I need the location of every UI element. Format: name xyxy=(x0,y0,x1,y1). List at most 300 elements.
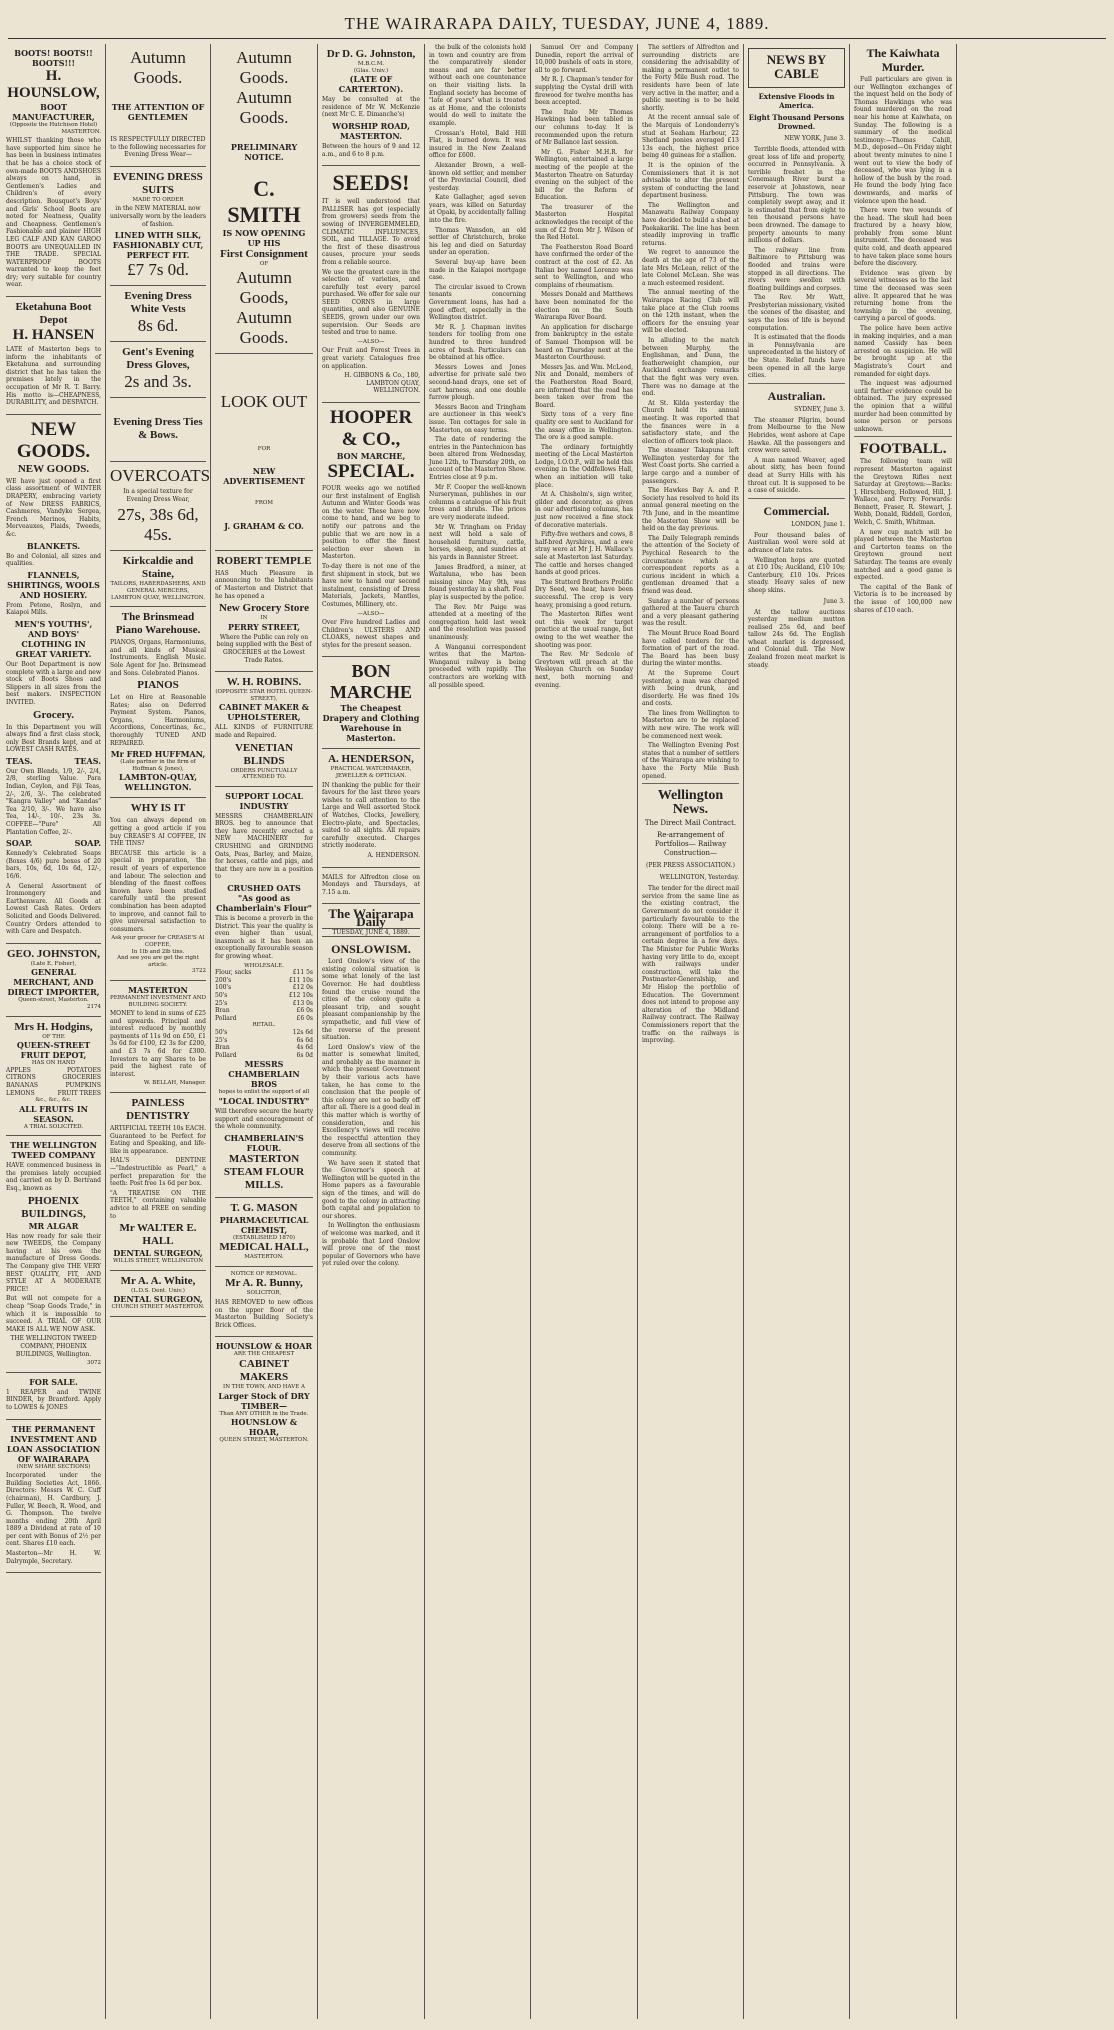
price-value: £11 5s xyxy=(292,969,313,977)
ad-sub: (NEW SHARE SECTIONS) xyxy=(16,1463,91,1470)
ad-late: (Late E. Fisher), xyxy=(30,960,77,967)
ad-body: HAS REMOVED to new offices on the upper floor of the Masterton Building Society's Brick Offices. xyxy=(215,1299,313,1329)
column-1 xyxy=(2,44,105,2019)
section-rule xyxy=(748,498,845,499)
news-paragraph: The Mount Bruce Road Board have called tenders for the formation of part of the road. The Board has been busy during the winter months. xyxy=(642,629,739,668)
article-dateline: SYDNEY, June 3. xyxy=(794,405,845,413)
teas-right: TEAS. xyxy=(74,755,101,766)
price-item: 25's xyxy=(215,1036,228,1044)
ad-ask: Ask your grocer for CREASE'S AI COFFEE, xyxy=(111,935,205,948)
news-paragraph: Samuel Orr and Company Dunedin, report the arrival of 10,000 bushels of oats in store, all to go forward. xyxy=(535,44,633,74)
ad-notice: NOTICE OF REMOVAL. xyxy=(230,1270,298,1277)
autumn-goods-ad xyxy=(110,44,206,167)
price-row xyxy=(215,1044,313,1052)
news-paragraph: It is the opinion of the Commissioners that it is not advisable to alter the present system of conducting the land department business. xyxy=(642,161,739,200)
price-value: 12s 6d xyxy=(292,1028,313,1036)
ad-address: CHURCH STREET MASTERTON. xyxy=(111,1304,205,1311)
price-value: £6 0s xyxy=(296,1014,313,1022)
section-rule xyxy=(854,436,952,437)
ad-heading: Kirkcaldie and Staine, xyxy=(122,555,194,581)
ad-and: And see you are get the right article. xyxy=(117,955,199,968)
news-paragraph: The police have been active in making inquiries, and a man named Cassidy has been arrested on suspicion. He will be brought up at the Magistrate's Court and remanded for eight days. xyxy=(854,325,952,378)
temple-ad xyxy=(215,551,313,672)
ad-address: Queen-street, Masterton. xyxy=(18,997,89,1004)
fruit-item: POTATOES xyxy=(66,1066,101,1074)
johnston-ad xyxy=(6,944,101,1017)
ad-heading: NEW GOODS. xyxy=(16,418,91,462)
price-row xyxy=(215,969,313,977)
cable-header-box xyxy=(748,48,845,88)
news-paragraph: Fifty-five wethers and cows, 8 half-bred Ayrshires, and a ewe stray were at Mr J. H. Wallace's sale at Masterton last Saturday. The cattle and horses changed hands at good prices. xyxy=(535,531,633,577)
ad-in: IN xyxy=(260,615,268,622)
price-value: £13 0s xyxy=(292,999,313,1007)
ad-sub: BON MARCHE, xyxy=(336,451,406,461)
ad-body: In a special texture for Evening Dress Wear, xyxy=(123,488,193,503)
article-dateline: June 3. xyxy=(823,597,845,605)
ad-lined: LINED WITH SILK, xyxy=(114,230,202,241)
ad-body: MESSRS CHAMBERLAIN BROS. beg to announce that they have recently erected a NEW MACHINERY for CRUSHING and GRINDING Oats, Peas, Barley, and Maize, for horses, cattle and pigs, and that they are now in a position to xyxy=(215,812,313,881)
ad-heading: Evening Dress White Vests xyxy=(124,290,192,316)
ad-heading: Evening Dress Ties & Bows. xyxy=(113,416,203,442)
ad-body: ORDERS PUNCTUALLY ATTENDED TO. xyxy=(230,767,298,781)
ad-address: LAMBTON QUAY, WELLINGTON. xyxy=(111,594,205,601)
ad-heading: Eketahuna Boot Depot xyxy=(15,301,92,327)
henderson-ad xyxy=(322,749,420,867)
ad-heading: Gent's Evening Dress Gloves, xyxy=(122,346,194,372)
article-paragraph: Terrible floods, attended with great loss of life and property, occurred in Pennsylvania. A terrible freshet in the Conemaugh River burst a reservoir at Johnstown, near Pittsburg. The town was completely swept away, and it is estimated that from eight to ten thousand persons have been drowned. The damage to property amounts to many millions of dollars. xyxy=(748,146,845,245)
ad-worship: WORSHIP ROAD, MASTERTON. xyxy=(332,120,410,141)
news-paragraphs xyxy=(854,76,952,433)
ad-also: —ALSO— xyxy=(357,338,385,345)
price-value: 6s 0d xyxy=(296,1051,313,1059)
ad-heading: Autumn Goods, xyxy=(236,267,292,307)
ad-name: HOUNSLOW & HOAR xyxy=(215,1341,313,1352)
ad-body: "A TREATISE ON THE TEETH," containing valuable advice to all FREE on sending to xyxy=(110,1189,206,1220)
article-subheading: Eight Thousand Persons Drowned. xyxy=(748,113,845,131)
ad-name: PHOENIX BUILDINGS, xyxy=(21,1194,86,1220)
ad-quote: "As good as Chamberlain's Flour" xyxy=(216,893,312,914)
ad-address: WILLIS STREET, WELLINGTON xyxy=(112,1258,204,1265)
article-paragraph: A man named Weaver, aged about sixty, has been found dead at Surry Hills with his throat cut. It is supposed to be a case of suicide. xyxy=(748,456,845,495)
robins-ad xyxy=(215,672,313,787)
ad-body: HAVE commenced business in the premises lately occupied and carried on by D. Bertrand Esq., known as xyxy=(6,1162,101,1193)
ad-trade: CABINET MAKERS xyxy=(238,1358,290,1384)
news-paragraph: The Rev. Mr Paige was attended at a meeting of the congregation held last week and the resolution was passed unanimously. xyxy=(429,603,526,641)
ad-heading: The Brinsmead Piano Warehouse. xyxy=(115,611,201,637)
column-6 xyxy=(531,44,637,2019)
dentist-hall-ad xyxy=(110,1093,206,1271)
price-row xyxy=(215,984,313,992)
bunny-ad xyxy=(215,1267,313,1338)
kirkcaldie-ad xyxy=(110,551,206,607)
news-paragraph: The treasurer of the Masterton Hospital acknowledges the receipt of the sum of £2 from Mr J. Wilson of the Red Hotel. xyxy=(535,203,633,242)
column-2 xyxy=(106,44,210,2019)
price-row xyxy=(215,1037,313,1045)
ad-name: H. HANSEN xyxy=(12,327,95,344)
price-value: £6 0s xyxy=(296,1007,313,1015)
news-paragraph: The lines from Wellington to Masterton are to be replaced with new wire. The work will be commenced next week. xyxy=(642,709,739,740)
ad-heading: THE PERMANENT INVESTMENT AND LOAN ASSOCIATION OF WAIRARAPA xyxy=(6,1423,101,1464)
ad-newadv: NEW ADVERTISEMENT xyxy=(223,466,305,487)
ad-hours: Between the hours of 9 and 12 a.m., and 6 to 8 p.m. xyxy=(322,142,420,158)
ad-body: in the NEW MATERIAL now universally worn by the leaders of fashion. xyxy=(110,205,206,228)
news-paragraphs xyxy=(642,44,739,780)
news-paragraph: Evidence was given by several witnesses as to the last time the deceased was seen alive. It appeared that he was returning home from the township in the evening, carrying a parcel of goods. xyxy=(854,269,952,323)
news-paragraph: The Masterton Rifles went out this week for target practice at the usual range, but owing to the wet weather the shooting was poor. xyxy=(535,611,633,649)
column-9 xyxy=(850,44,956,2019)
ad-mill: MASTERTON STEAM FLOUR MILLS. xyxy=(223,1152,305,1191)
news-paragraph: The Featherston Road Board have confirmed the order of the contract at the cost of £2. An Italian boy named Lorenzo was sent to Wellington, and who complains of rheumatism. xyxy=(535,243,633,289)
ad-price: 8s 6d. xyxy=(137,316,179,336)
ad-body: May be consulted at the residence of Mr W. McKenzie (next Mr C. E. Dimanche's) xyxy=(322,96,420,119)
ad-trade: CABINET MAKER & UPHOLSTERER, xyxy=(219,702,309,723)
ad-name: GEO. JOHNSTON, xyxy=(6,947,100,960)
bon-marche-ad xyxy=(322,657,420,749)
news-paragraph: At the Supreme Court yesterday, a man was charged with being drunk, and disorderly. He was fined 10s and costs. xyxy=(642,669,739,708)
price-value: £11 10s xyxy=(288,976,313,984)
news-paragraph: The steamer Takapuna left Wellington yesterday for the West Coast ports. She carried a large cargo and a number of passengers. xyxy=(642,447,739,485)
ad-town: MASTERTON. xyxy=(61,128,101,135)
tweed-ad xyxy=(6,1136,101,1372)
ad-made: MADE TO ORDER xyxy=(132,196,184,203)
news-paragraph: Mr G. Fisher M.H.R. for Wellington, entertained a large meeting of the people at the Masterton Theatre on Saturday evening on the subject of the bill for the Reform of Education. xyxy=(535,148,633,202)
ad-name: J. GRAHAM & CO. xyxy=(224,520,304,531)
ad-sub: The Cheapest Drapery and Clothing Warehouse in Masterton. xyxy=(322,703,420,744)
ad-heading: Autumn Goods. xyxy=(130,48,186,87)
news-paragraph: The date of rendering the entries in the Pantechnicon has been altered from Wednesday, June 12th, to Thursday 20th, on account of the Masterton Show. Entries close at 9 p.m. xyxy=(429,436,526,482)
ad-trade: SOLICITOR, xyxy=(246,1290,282,1297)
news-paragraph: Kate Gallagher, aged seven years, was killed on Saturday at Opaki, by accidentally falling into the fire. xyxy=(429,194,526,225)
ad-body: Our Fruit and Forest Trees in great variety. Catalogues free on application. xyxy=(322,347,420,370)
fruit-row xyxy=(6,1082,101,1090)
ad-blinds: VENETIAN BLINDS xyxy=(234,741,294,767)
article-paragraph: Four thousand bales of Australian wool were sold at advance of late rates. xyxy=(748,531,845,554)
hounslow-hoar-ad xyxy=(215,1337,313,1448)
ad-special: SPECIAL. xyxy=(327,461,415,482)
price-item: 100's xyxy=(215,984,232,992)
ad-footer: Masterton—Mr H. W. Dalrymple, Secretary. xyxy=(6,1550,101,1565)
ad-late: (LATE OF CARTERTON). xyxy=(338,74,404,95)
article-paragraph: It is estimated that the floods in Pennsylvania are unprecedented in the history of the State. Relief funds have been opened in all the large cities. xyxy=(748,334,845,380)
ad-heading: SUPPORT LOCAL INDUSTRY xyxy=(225,790,303,811)
ad-has: HAS ON HAND xyxy=(31,1060,76,1067)
ad-body: IS RESPECTFULLY DIRECTED to the following necessaries for Evening Dress Wear— xyxy=(110,136,206,159)
news-paragraph: The Italo Mr Thomas Hawkings had been tabled in our columns to-day. It is recommended upon the return of Mr Ballance last session. xyxy=(535,108,633,147)
article-subheading: Re-arrangement of Portfolios— Railway Construction— xyxy=(654,831,727,858)
news-paragraph: James Bradford, a miner, at Waitaluna, who has been missing since May 9th, was found yesterday in a shaft. Foul play is suspected by the police. xyxy=(429,563,526,601)
price-item: Pollard xyxy=(215,1014,237,1022)
paper-title: The Wairarapa Daily xyxy=(328,906,414,929)
news-paragraph: The Wellington and Manawatu Railway Company have decided to build a shed at Paekakariki. The line has been steadily improving in traffic returns. xyxy=(642,201,739,247)
ad-heading: BON MARCHE xyxy=(330,661,412,703)
ad-name: ROBERT TEMPLE xyxy=(216,554,312,567)
ad-body: WE have just opened a first class assortment of WINTER DRAPERY, embracing variety of New DRESS FABRICS, Cashmeres, Vandyke Sergea, French Merinos, Habits, Merveauxes, Plaids, Tweeds, &c. xyxy=(6,477,101,538)
ad-sub: M.B.C.M. xyxy=(357,61,385,67)
article-paragraph: At the tallow auctions yesterday medium mutton realised 25s 6d, and beef tallow 24s 6d. The English wheat market is depressed, and Colonial dull. The New Zealand frozen meat market is steady. xyxy=(748,608,845,669)
ad-trade: PRACTICAL WATCHMAKER, JEWELLER & OPTICIAN. xyxy=(330,766,412,780)
ad-body: LATE of Masterton begs to inform the inhabitants of Eketahuna and surrounding district that he has taken the premises lately in the occupation of Mr R. T. Barry. His motto is—CHEAPNESS, DURABILITY, and DESPATCH. xyxy=(6,346,101,407)
article-paragraph: Lord Onslow's view of the existing colonial situation is some what lonely of the last Governor. He had doubtless found the cruise round the cities of the colony quite a pleasant trip, and sought pleasant companionship by the sympathetic, and full view of the reverse of the present situation. xyxy=(322,958,420,1042)
ad-sub2: (Glas. Univ.) xyxy=(353,67,389,74)
article-paragraph: A new cup match will be played between the Masterton and Carterton teams on the Greytown ground next Saturday. The teams are evenly matched and a good game is expected. xyxy=(854,528,952,582)
news-paragraph: In alluding to the match between Murphy, the Englishman, and Dunn, the featherweight champion, our Auckland exchange remarks that the fight was very even. There was no damage at the end. xyxy=(642,336,739,398)
price-item: Bran xyxy=(215,1044,230,1052)
article-heading: Australian. xyxy=(767,388,826,403)
ad-messrs: MESSRS CHAMBERLAIN BROS xyxy=(228,1059,300,1090)
news-paragraph: We regret to announce the death at the age of 73 of the late Mrs McLean, relict of the late Colonel McLean. She was a much esteemed resident. xyxy=(642,249,739,287)
ad-heading: WHY IS IT xyxy=(130,802,186,815)
news-paragraph: There were two wounds of the head. The skull had been fractured by a heavy blow, probably from some blunt instrument. The deceased was quite cold, and death appeared to have taken place some hours before the discovery. xyxy=(854,207,952,268)
ad-street: PERRY STREET, xyxy=(227,621,301,632)
fruit-item: CITRONS xyxy=(6,1074,36,1082)
ad-town: IN THE TOWN, AND HAVE A xyxy=(223,1384,305,1391)
ad-body: Where the Public can rely on being supplied with the Best of GROCERIES at the Lowest Trade Rates. xyxy=(216,633,312,664)
ad-name: T. G. MASON xyxy=(230,1201,298,1214)
article-paragraph: Wellington hops are quoted at £10 10s; Auckland, £10 10s; Canterbury, £10 10s. Prices steady. Heavy sales of new sheep skins. xyxy=(748,556,845,594)
ad-body: BECAUSE this article is a special in preparation, the result of years of experience and labour. The selection and blending of the finest coffees known have been studied carefully until the present combination has been adapted to improve, and cannot fail to give universal satisfaction to consumers. xyxy=(110,849,206,933)
news-paragraph: The annual meeting of the Wairarapa Racing Club will take place at the Club rooms on the 12th instant, when the officers for the ensuing year will be elected. xyxy=(642,289,739,335)
news-paragraph: Several buy-up have been made in the Kaiapoi mortgage case. xyxy=(429,259,526,282)
news-paragraph: The Rev. Mr Sedcole of Greytown will preach at the Wesleyan Church on Sunday next, both morning and evening. xyxy=(535,651,633,689)
news-paragraph: Alexander Brown, a well-known old settler, and member of the Provincial Council, died yesterday. xyxy=(429,161,526,192)
ad-footer: W. BELLAH, Manager. xyxy=(143,1080,206,1087)
article-paragraph: The following team will represent Masterton against the Greytown Rifles next Saturday at Greytown:—Backs: J. Hirschberg, Hollowed, Hill, J. Wallace, and Perry. Forwards: Bennett, Fraser, R. Stewart, J. Webb, Donald, Riddell, Gordon, Welch, C. Smith, Whitman. xyxy=(854,458,952,527)
news-paragraph: The Daily Telegraph reminds the attention of the Society of Psychical Research to the circumstance which a correspondent reports as a curious incident in which a gentleman dreamed that a friend was dead. xyxy=(642,534,739,595)
price-row xyxy=(215,992,313,1000)
evening-suits-ad xyxy=(110,167,206,286)
mails-notice xyxy=(322,868,420,905)
column-4 xyxy=(318,44,424,2019)
ad-street: QUEEN STREET, MASTERTON. xyxy=(219,1437,309,1444)
editorial xyxy=(322,906,420,1268)
soap-heading xyxy=(6,838,101,848)
ad-body: 1 REAPER and TWINE BINDER, by Brantford. Apply to LOWES & JONES xyxy=(6,1388,101,1411)
ad-body: A General Assortment of Ironmongery and Earthenware. All Goods at Lowest Cash Rates. Orders Solicited and Goods Delivered. Country Orders attended to with Care and Despatch. xyxy=(6,882,101,936)
ad-hall: MEDICAL HALL, xyxy=(219,1241,309,1254)
ad-sub: (L.D.S. Dent. Univ.) xyxy=(131,1287,185,1294)
ad-section-heading: BLANKETS. xyxy=(26,540,81,551)
ad-section-heading: Grocery. xyxy=(32,708,75,721)
masthead-rule xyxy=(8,38,1106,39)
ad-than: Than ANY OTHER in the Trade. xyxy=(219,1410,309,1417)
ad-trade: DENTAL SURGEON, xyxy=(113,1294,203,1305)
ad-heading: Autumn Goods. xyxy=(236,88,292,127)
ad-name: W. H. ROBINS. xyxy=(226,676,302,689)
news-paragraph: The Stutterd Brothers Prolific Dry Seed, we hear, have been successful. The crop is very heavy, promising a good return. xyxy=(535,578,633,609)
seeds-ad xyxy=(322,166,420,403)
section-rule xyxy=(642,783,739,784)
ad-body: Bo and Colonial, all sizes and qualities. xyxy=(6,552,101,568)
ad-address: LAMBTON-QUAY, WELLINGTON. xyxy=(119,772,197,793)
ad-body: Has now ready for sale their new TWEEDS, the Company having at his own the manufacture of Dress Goods. The Company give THE VERY BEST QUALITY, FIT, AND STYLE AT A MODERATE PRICE! xyxy=(6,1232,101,1293)
news-paragraph: The settlers of Alfredton and surrounding districts are considering the advisability of making a permanent outlet to the Forty Mile Bush road. The residents have been of late very active in the matter, and a public meeting is to be held shortly. xyxy=(642,44,739,112)
ad-body: HAL'S DENTINE—"Indestructible as Pearl," a perfect preparation for the teeth: Post free 1s 6d per box. xyxy=(110,1157,206,1188)
ad-price: 27s, 38s 6d, 45s. xyxy=(117,505,199,545)
ad-local: "LOCAL INDUSTRY" xyxy=(218,1095,310,1106)
ad-pianos: PIANOS xyxy=(137,679,179,692)
ad-first: First Consignment xyxy=(220,248,308,260)
ad-town: MASTERTON. xyxy=(244,1254,284,1261)
ad-body: ALL KINDS of FURNITURE made and Repaired. xyxy=(215,724,313,739)
price-item: Pollard xyxy=(215,1051,237,1059)
news-paragraph: At St. Kilda yesterday the Church held its annual meeting. It was reported that the finances were in a satisfactory state, and the election of officers took place. xyxy=(642,399,739,445)
ad-heading: FOR SALE. xyxy=(29,1376,78,1387)
column-10-torn-edge xyxy=(957,44,1112,2019)
ad-shop: QUEEN-STREET FRUIT DEPOT, xyxy=(16,1040,91,1061)
ad-also: —ALSO— xyxy=(357,610,385,617)
news-paragraph: A Wanganui correspondent writes that the Marton-Wanganui railway is being proceeded with rapidly. The contractors are working with all possible speed. xyxy=(429,643,526,689)
ad-larger: Larger Stock of DRY TIMBER— xyxy=(218,1390,310,1411)
ad-tins: In 1lb and 2lb tins. xyxy=(131,948,185,955)
ad-body: Over Five hundred Ladies and Children's ULSTERS AND CLOAKS, newest shapes and styles for the present season. xyxy=(322,619,420,649)
ad-body: You can always depend on getting a good article if you buy CREASE'S AI COFFEE, IN THE TINS? xyxy=(110,817,206,848)
retail-price-list xyxy=(215,1029,313,1059)
news-paragraph: Messrs Bacon and Tringham are auctioneer in this week's issue. Ten cottages for sale in Masterton, on easy terms. xyxy=(429,403,526,434)
ad-sub: PERMANENT INVESTMENT AND BUILDING SOCIETY. xyxy=(110,994,206,1008)
masthead-title: THE WAIRARAPA DAILY, TUESDAY, JUNE 4, 1889. xyxy=(344,14,770,33)
ad-heading: SEEDS! xyxy=(332,170,410,196)
graham-ad xyxy=(215,354,313,551)
ad-body: FOUR weeks ago we notified our first instalment of English Autumn and Winter Goods was on the water. These have now come to hand, and we beg to notify our patrons and the public that we are now in a position to offer the finest selection ever shown in Masterton. xyxy=(322,485,420,561)
ad-number: 2174 xyxy=(87,1003,101,1010)
fruit-item: PUMPKINS xyxy=(65,1081,101,1089)
ad-heading: Autumn Goods. xyxy=(236,307,292,347)
smith-ad xyxy=(215,44,313,354)
ad-crushed: CRUSHED OATS xyxy=(227,883,301,894)
ad-name: C. SMITH xyxy=(227,176,301,227)
news-paragraph: At A. Chisholm's, sign writer, gilder and decorator, as given in our advertising columns, has just now received a fine stock of decorative materials. xyxy=(535,491,633,529)
permanent-ad xyxy=(6,1420,101,1574)
news-paragraph: Mr F. Cooper the well-known Nurseryman, publishes in our columns a catalogue of his fruit trees and shrubs. The prices are very moderate indeed. xyxy=(429,483,526,522)
flour-price-list xyxy=(215,969,313,1022)
ad-address: (OPPOSITE STAR HOTEL QUEEN-STREET), xyxy=(215,689,313,702)
coffee-ad xyxy=(110,798,206,980)
article-paragraph: The tender for the direct mail service from the same line as the existing contract, the Government do not consider it particularly favourable to the colony. There will be a re-arrangement of portfolios to a certain degree in a few days. The Minister for Public Works having very little to do, except with railways under construction, will take the Postmaster-Generalship, and Mr Hislop the portfolio of Education. The Government does not intend to propose any alteration of the Midland Railway contract. The Railway Commissioners report that the traffic on the railways is improving. xyxy=(642,885,739,1045)
overcoats-ad xyxy=(110,462,210,551)
ad-trade: PHARMACEUTICAL CHEMIST, xyxy=(219,1214,309,1235)
article-heading: Commercial. xyxy=(763,503,830,518)
price-row xyxy=(215,1029,313,1037)
ad-body: Incorporated under the Building Societies Act, 1866. Directors: Messrs W. C. Cuff (chairman), H. Cardbury, J. Fuller, W. Beech, R. Wood, and G. Thompson. The twelve months ending 20th April 1889 a Dividend at rate of 10 per cent with Bonus of 2½ per cent. Shares £10 each. xyxy=(6,1472,101,1548)
ad-name: Dr D. G. Johnston, xyxy=(326,48,416,60)
ad-body: HAS Much Pleasure in announcing to the Inhabitants of Masterton and District that he has opened a xyxy=(215,569,313,600)
piano-ad xyxy=(110,607,206,798)
news-paragraph: Mr W. Tringham on Friday next will hold a sale of household furniture, cattle, horses, sheep, and sundries at his yards in Bannister Street. xyxy=(429,523,526,561)
fruit-row xyxy=(6,1067,101,1075)
price-row xyxy=(215,977,313,985)
soap-right: SOAP. xyxy=(74,838,101,849)
price-item: 200's xyxy=(215,976,232,984)
ad-number: 3722 xyxy=(192,968,206,975)
news-paragraph: Messrs Lowes and Jones advertise for private sale two second-hand drays, one set of cart harness, and one double furrow plough. xyxy=(429,363,526,402)
news-paragraph: The circular issued to Crown tenants concerning Government loans, has had a good effect, especially in the Wellington district. xyxy=(429,283,526,322)
price-value: £12 10s xyxy=(288,991,313,999)
ad-body: MAILS for Alfredton close on Mondays and Thursdays, at 7.15 a.m. xyxy=(322,873,420,896)
ad-body: Our Own Blends, 1/9, 2/-, 2/4, 2/8, sterling Value. Para Indian, Ceylon, and Fiji Teas, 2/-, 2/6, 3/-. The celebrated "Kangra Valley" and "Kandas" Tea 2/10, 3/-. We have also Tea, 14/-, 10/-, 23s 3s. COFFEE—"Pure" All Plantation Coffee, 2/-. xyxy=(6,767,101,836)
ad-footer: A. HENDERSON. xyxy=(367,852,420,859)
gloves-ad xyxy=(110,342,206,398)
paper-date: TUESDAY, JUNE 4, 1889. xyxy=(322,928,420,938)
ad-body: To-day there is not one of the first shipment in stock, but we have now to hand our second instalment, consisting of Dress Materials, Jackets, Mantles, Costumes, Millinery, etc. xyxy=(322,562,420,608)
hounslow-ad xyxy=(6,44,101,297)
ad-flour: CHAMBERLAIN'S FLOUR. xyxy=(224,1132,304,1153)
ad-trial: A TRIAL SOLICITED. xyxy=(23,1123,84,1130)
price-item: 25's xyxy=(215,999,228,1007)
news-paragraph: Crossan's Hotel, Bald Hill Flat, is burned down. It was insured in the New Zealand office for £600. xyxy=(429,129,526,160)
ad-price: 2s and 3s. xyxy=(124,372,192,392)
ad-name: Mr A. A. White, xyxy=(120,1274,196,1287)
ad-footer: HOUNSLOW & HOAR, xyxy=(230,1417,298,1438)
ad-body: ARTIFICIAL TEETH 10s EACH. Guaranteed to be Perfect for Eating and Speaking, and life-like in appearance. xyxy=(110,1125,206,1155)
ad-from: FROM xyxy=(254,500,274,507)
ad-heading: MASTERTON xyxy=(128,984,188,995)
ad-name: Mrs H. Hodgins, xyxy=(14,1020,93,1033)
ad-name: Mr WALTER E. HALL xyxy=(119,1222,197,1248)
ad-body: But will not compete for a cheap "Soap Goods Trade," in which it is impossible to succeed. A TRIAL OF OUR MAKE IS ALL WE NOW ASK. xyxy=(6,1295,101,1333)
ad-sub: MR ALGAR xyxy=(28,1220,79,1231)
ad-opening: IS NOW OPENING UP HIS xyxy=(222,228,306,248)
price-value: £12 0s xyxy=(292,984,313,992)
soap-left: SOAP. xyxy=(6,838,33,849)
new-goods-ad xyxy=(6,415,101,944)
ad-fashion: FASHIONABLY CUT, xyxy=(112,240,204,251)
ad-name: A. HENDERSON, xyxy=(328,753,414,766)
hodgins-ad xyxy=(6,1017,101,1137)
article-paragraph: We have seen it stated that the Governor's speech at Wellington will be quoted in the Home papers as a favourable sign of the times, and will do good to the colony in attracting both capital and population to our shores. xyxy=(322,1159,420,1220)
article-heading: The Kaiwhata Murder. xyxy=(866,46,940,74)
news-paragraph: The Hawkes Bay A. and P. Society has resolved to hold its annual general meeting on the 7th June, and in the meantime the Masterton Show will be held on the day previous. xyxy=(642,487,739,533)
ad-retail: RETAIL. xyxy=(252,1022,276,1029)
article-paragraph: The railway line from Baltimore to Pittsburg was flooded and trains were stopped in all directions. The rivers were swollen with floating buildings and corpses. xyxy=(748,246,845,292)
news-paragraphs xyxy=(535,44,633,689)
article-subheading: The Direct Mail Contract. xyxy=(644,819,737,828)
article-paragraph: Lord Onslow's view of the matter is somewhat limited, and probably as the manner in which the present Government by their various acts have taken, he has come to the conclusion that the people of this colony are not so badly off after all. There is a good deal in this matter which is worthy of consideration, and his Excellency's views will receive the respectful attention they deserve from all sections of the community. xyxy=(322,1043,420,1157)
ad-price: £7 7s 0d. xyxy=(127,260,189,280)
ad-body: WHILST thanking those who have supported him since he has been in business intimates that he has a choice stock of own-made BOOTS ANDSHOES always on hand, in Gentlemen's Ladies and Children's of every description. Bousquet's Boys' and Girls' School Boots are noted for Neatness, Quality and Cheapness. Gentlemen's Fashionable and plainer HIGH LEG CALF AND KAN GAROO BOOTS are UNEQUALLED IN THE TRADE. SPECIAL WATERPROOF BOOTS warranted to keep the feet dry; very suitable for country wear. xyxy=(6,137,101,289)
article-paragraph: The capital of the Bank of Victoria is to be increased by the issue of 100,000 new shares of £10 each. xyxy=(854,583,952,614)
ad-body: PIANOS, Organs, Harmoniums, and all kinds of Musical Instruments. English Music. Sole Agent for Jno. Brinsmead and Sons. Celebrated Pianos. xyxy=(110,639,206,677)
news-paragraph: The inquest was adjourned until further evidence could be obtained. The jury expressed the opinion that a willful murder had been committed by some person or persons unknown. xyxy=(854,380,952,433)
teas-left: TEAS. xyxy=(6,755,33,766)
ad-of: OF THE xyxy=(42,1033,65,1040)
ad-section-heading: MEN'S YOUTHS', AND BOYS' CLOTHING IN GREAT VARIETY. xyxy=(14,618,93,659)
article-dateline: NEW YORK, June 3. xyxy=(784,135,845,142)
fruit-item: FRUIT TREES xyxy=(57,1089,101,1097)
mason-ad xyxy=(215,1198,313,1267)
article-dateline: WELLINGTON, Yesterday. xyxy=(659,874,739,882)
ad-etc: &c., &c., &c. xyxy=(35,1097,72,1104)
news-paragraph: The Wellington Evening Post states that a number of settlers of the Wairarapa are wishing to have the Forty Mile Bush opened. xyxy=(642,742,739,780)
ties-ad xyxy=(110,398,206,462)
ad-name: H. HOUNSLOW, xyxy=(7,68,100,101)
building-society-ad xyxy=(110,981,206,1093)
hooper-ad xyxy=(322,403,420,657)
column-3 xyxy=(211,44,317,2019)
ad-sub: TAILORS, HABERDASHERS, AND GENERAL MERCERS, xyxy=(110,581,206,594)
ad-heading: EVENING DRESS SUITS xyxy=(113,170,203,196)
ad-number: 3072 xyxy=(87,1360,101,1367)
ad-body: From Petone, Roslyn, and Kaiapoi Mills. xyxy=(6,601,101,617)
article-heading: ONSLOWISM. xyxy=(331,942,411,957)
ad-body: IT is well understood that PALLISER has got (especially from growers) seeds from the sowing of INVERGEMMELED, CLIMATIC INFLUENCES, SOIL, and TILLAGE. To avoid the first of these disastrous causes, procure your seeds from a reliable source. xyxy=(322,198,420,266)
article-dateline: LONDON, June 1. xyxy=(791,520,845,528)
ad-sub: (Late partner in the firm of Hoffman & Jones), xyxy=(120,759,196,772)
price-value: 6s 6d xyxy=(296,1036,313,1044)
dentist-white-ad xyxy=(110,1271,206,1317)
ad-body: IN thanking the public for their favours for the last three years wishes to call attention to the Large and Well assorted Stock of Watches, Clocks, Jewellery, Electro-plate, and Spectacles, suited to all sights. All repairs carefully executed. Charges strictly moderate. xyxy=(322,781,420,850)
article-subheading: Extensive Floods in America. xyxy=(758,92,835,110)
hansen-ad xyxy=(6,297,101,415)
